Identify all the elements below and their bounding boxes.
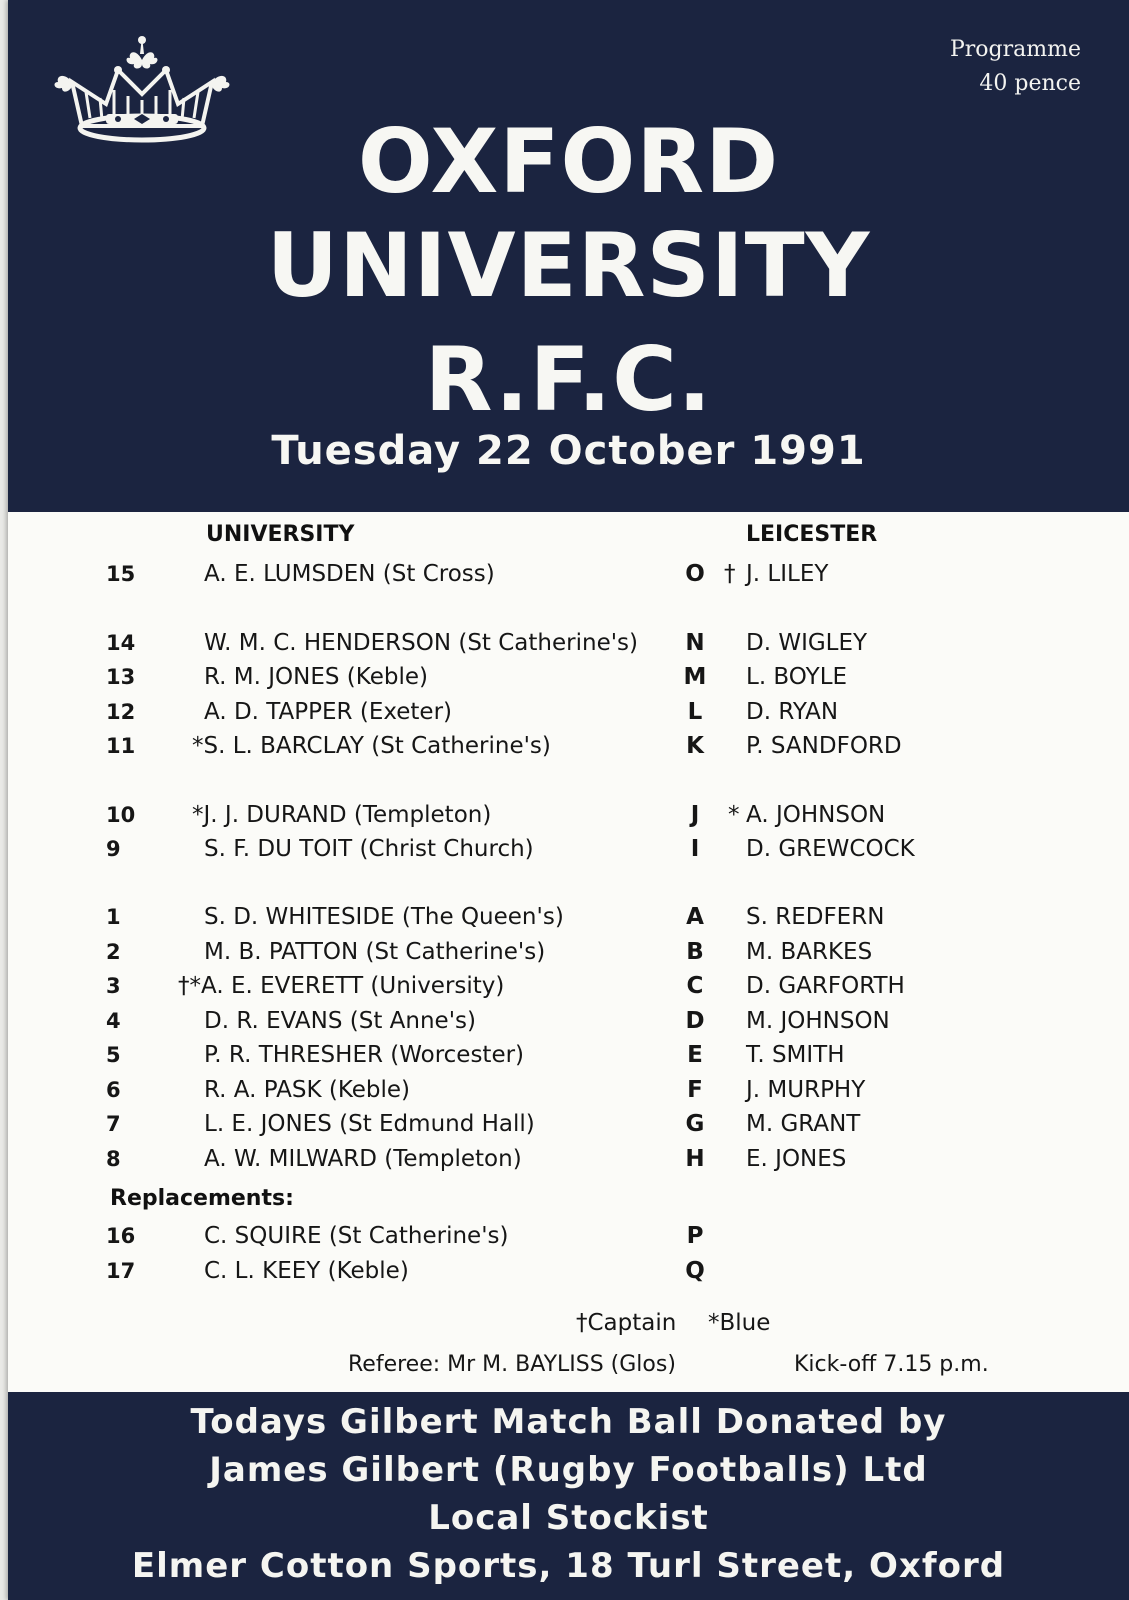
away-team-heading: LEICESTER [746, 522, 878, 547]
lineup-row [8, 798, 1129, 832]
sponsor-line-3: Local Stockist [428, 1498, 709, 1538]
opponent-name: J. LILEY [746, 561, 829, 587]
lineup-row [8, 1142, 1129, 1176]
opponent-name: P. SANDFORD [746, 733, 902, 759]
position-letter: B [686, 939, 704, 965]
sponsor-line-1: Todays Gilbert Match Ball Donated by [190, 1402, 947, 1442]
home-player [204, 626, 638, 660]
position-letter: E [687, 1042, 703, 1068]
lineup-row [8, 1107, 1129, 1141]
opponent-name: L. BOYLE [746, 664, 848, 690]
shirt-number: 1 [106, 905, 121, 929]
position-letter: A [686, 904, 704, 930]
home-player [178, 969, 504, 1003]
player-name: C. SQUIRE (St Catherine's) [204, 1223, 509, 1249]
shirt-number: 15 [106, 562, 136, 586]
position-letter: I [690, 836, 700, 862]
home-team-heading: UNIVERSITY [206, 522, 355, 547]
referee-info: Referee: Mr M. BAYLISS (Glos) [348, 1352, 676, 1377]
position-letter: K [686, 733, 704, 759]
opponent-name: T. SMITH [746, 1042, 845, 1068]
opponent-name: D. GARFORTH [746, 973, 905, 999]
price-line-2: 40 pence [979, 71, 1081, 96]
opponent-name: E. JONES [746, 1146, 847, 1172]
position-letter: D [685, 1008, 705, 1034]
lineup-row [8, 660, 1129, 694]
opponent-name: D. RYAN [746, 699, 839, 725]
opponent-mark: * [728, 802, 740, 828]
lineup-row [8, 1038, 1129, 1072]
opponent-name: M. GRANT [746, 1111, 861, 1137]
sponsor-line-4: Elmer Cotton Sports, 18 Turl Street, Oxford [131, 1546, 1006, 1586]
position-letter: J [690, 802, 700, 828]
lineup-row [8, 729, 1129, 763]
programme-page [8, 0, 1129, 1600]
lineup-row [8, 969, 1129, 1003]
position-letter: G [685, 1111, 705, 1137]
sponsor-line-2: James Gilbert (Rugby Footballs) Ltd [209, 1450, 928, 1490]
player-name: S. D. WHITESIDE (The Queen's) [204, 904, 564, 930]
position-letter: P [686, 1223, 704, 1249]
position-letter: N [685, 630, 705, 656]
lineup-row [8, 900, 1129, 934]
position-letter: Q [685, 1258, 705, 1284]
programme-price [950, 33, 1081, 101]
opponent-name: M. JOHNSON [746, 1008, 890, 1034]
lineup-row [8, 626, 1129, 660]
shirt-number: 13 [106, 665, 136, 689]
match-date: Tuesday 22 October 1991 [271, 428, 866, 474]
shirt-number: 10 [106, 803, 136, 827]
player-name: A. D. TAPPER (Exeter) [204, 699, 453, 725]
player-mark: * [192, 802, 204, 828]
shirt-number: 16 [106, 1224, 136, 1248]
shirt-number: 2 [106, 940, 121, 964]
home-player [192, 729, 551, 763]
price-line-1: Programme [949, 37, 1081, 62]
player-name: C. L. KEEY (Keble) [204, 1258, 409, 1284]
player-name: S. F. DU TOIT (Christ Church) [204, 836, 534, 862]
shirt-number: 9 [106, 837, 121, 861]
shirt-number: 11 [106, 734, 136, 758]
shirt-number: 14 [106, 631, 136, 655]
replacements-heading: Replacements: [110, 1186, 294, 1211]
player-mark: †* [178, 973, 201, 999]
shirt-number: 8 [106, 1147, 121, 1171]
player-name: L. E. JONES (St Edmund Hall) [204, 1111, 535, 1137]
club-title-line-3: R.F.C. [424, 328, 713, 431]
lineup-row [8, 557, 1129, 591]
shirt-number: 7 [106, 1112, 121, 1136]
shirt-number: 17 [106, 1259, 136, 1283]
position-letter: M [683, 664, 707, 690]
club-title-line-2: UNIVERSITY [266, 214, 871, 317]
sponsor-band [8, 1392, 1129, 1600]
opponent-mark: † [724, 561, 736, 587]
player-name: D. R. EVANS (St Anne's) [204, 1008, 476, 1034]
opponent-name: J. MURPHY [746, 1077, 866, 1103]
away-player [724, 557, 828, 591]
position-letter: L [687, 699, 703, 725]
player-name: P. R. THRESHER (Worcester) [204, 1042, 525, 1068]
home-player [192, 798, 491, 832]
player-name: R. A. PASK (Keble) [204, 1077, 411, 1103]
shirt-number: 5 [106, 1043, 121, 1067]
kickoff-time: Kick-off 7.15 p.m. [794, 1352, 989, 1377]
home-player [204, 557, 495, 591]
lineup-row [8, 1073, 1129, 1107]
shirt-number: 12 [106, 700, 136, 724]
shirt-number: 6 [106, 1078, 121, 1102]
player-name: A. E. EVERETT (University) [201, 973, 505, 999]
shirt-number: 3 [106, 974, 121, 998]
opponent-name: D. GREWCOCK [746, 836, 915, 862]
position-letter: C [686, 973, 704, 999]
opponent-name: A. JOHNSON [746, 802, 886, 828]
lineup-row [8, 832, 1129, 866]
lineup-row [8, 1004, 1129, 1038]
player-name: M. B. PATTON (St Catherine's) [204, 939, 546, 965]
position-letter: F [687, 1077, 703, 1103]
player-name: A. E. LUMSDEN (St Cross) [204, 561, 495, 587]
player-name: J. J. DURAND (Templeton) [203, 802, 492, 828]
club-title-line-1: OXFORD [357, 110, 780, 213]
lineup-row [8, 935, 1129, 969]
position-letter: O [685, 561, 705, 587]
lineup-row [8, 695, 1129, 729]
away-player [728, 798, 885, 832]
replacement-row [8, 1254, 1129, 1288]
player-name: A. W. MILWARD (Templeton) [204, 1146, 522, 1172]
header-band [8, 0, 1129, 512]
position-letter: H [685, 1146, 705, 1172]
opponent-name: M. BARKES [746, 939, 873, 965]
player-mark: * [192, 733, 204, 759]
shirt-number: 4 [106, 1009, 121, 1033]
opponent-name: S. REDFERN [746, 904, 885, 930]
captain-key: †Captain [576, 1310, 677, 1336]
blue-key: *Blue [708, 1310, 771, 1336]
player-name: R. M. JONES (Keble) [204, 664, 428, 690]
opponent-name: D. WIGLEY [746, 630, 868, 656]
player-name: S. L. BARCLAY (St Catherine's) [203, 733, 551, 759]
player-name: W. M. C. HENDERSON (St Catherine's) [204, 630, 639, 656]
replacement-row [8, 1219, 1129, 1253]
